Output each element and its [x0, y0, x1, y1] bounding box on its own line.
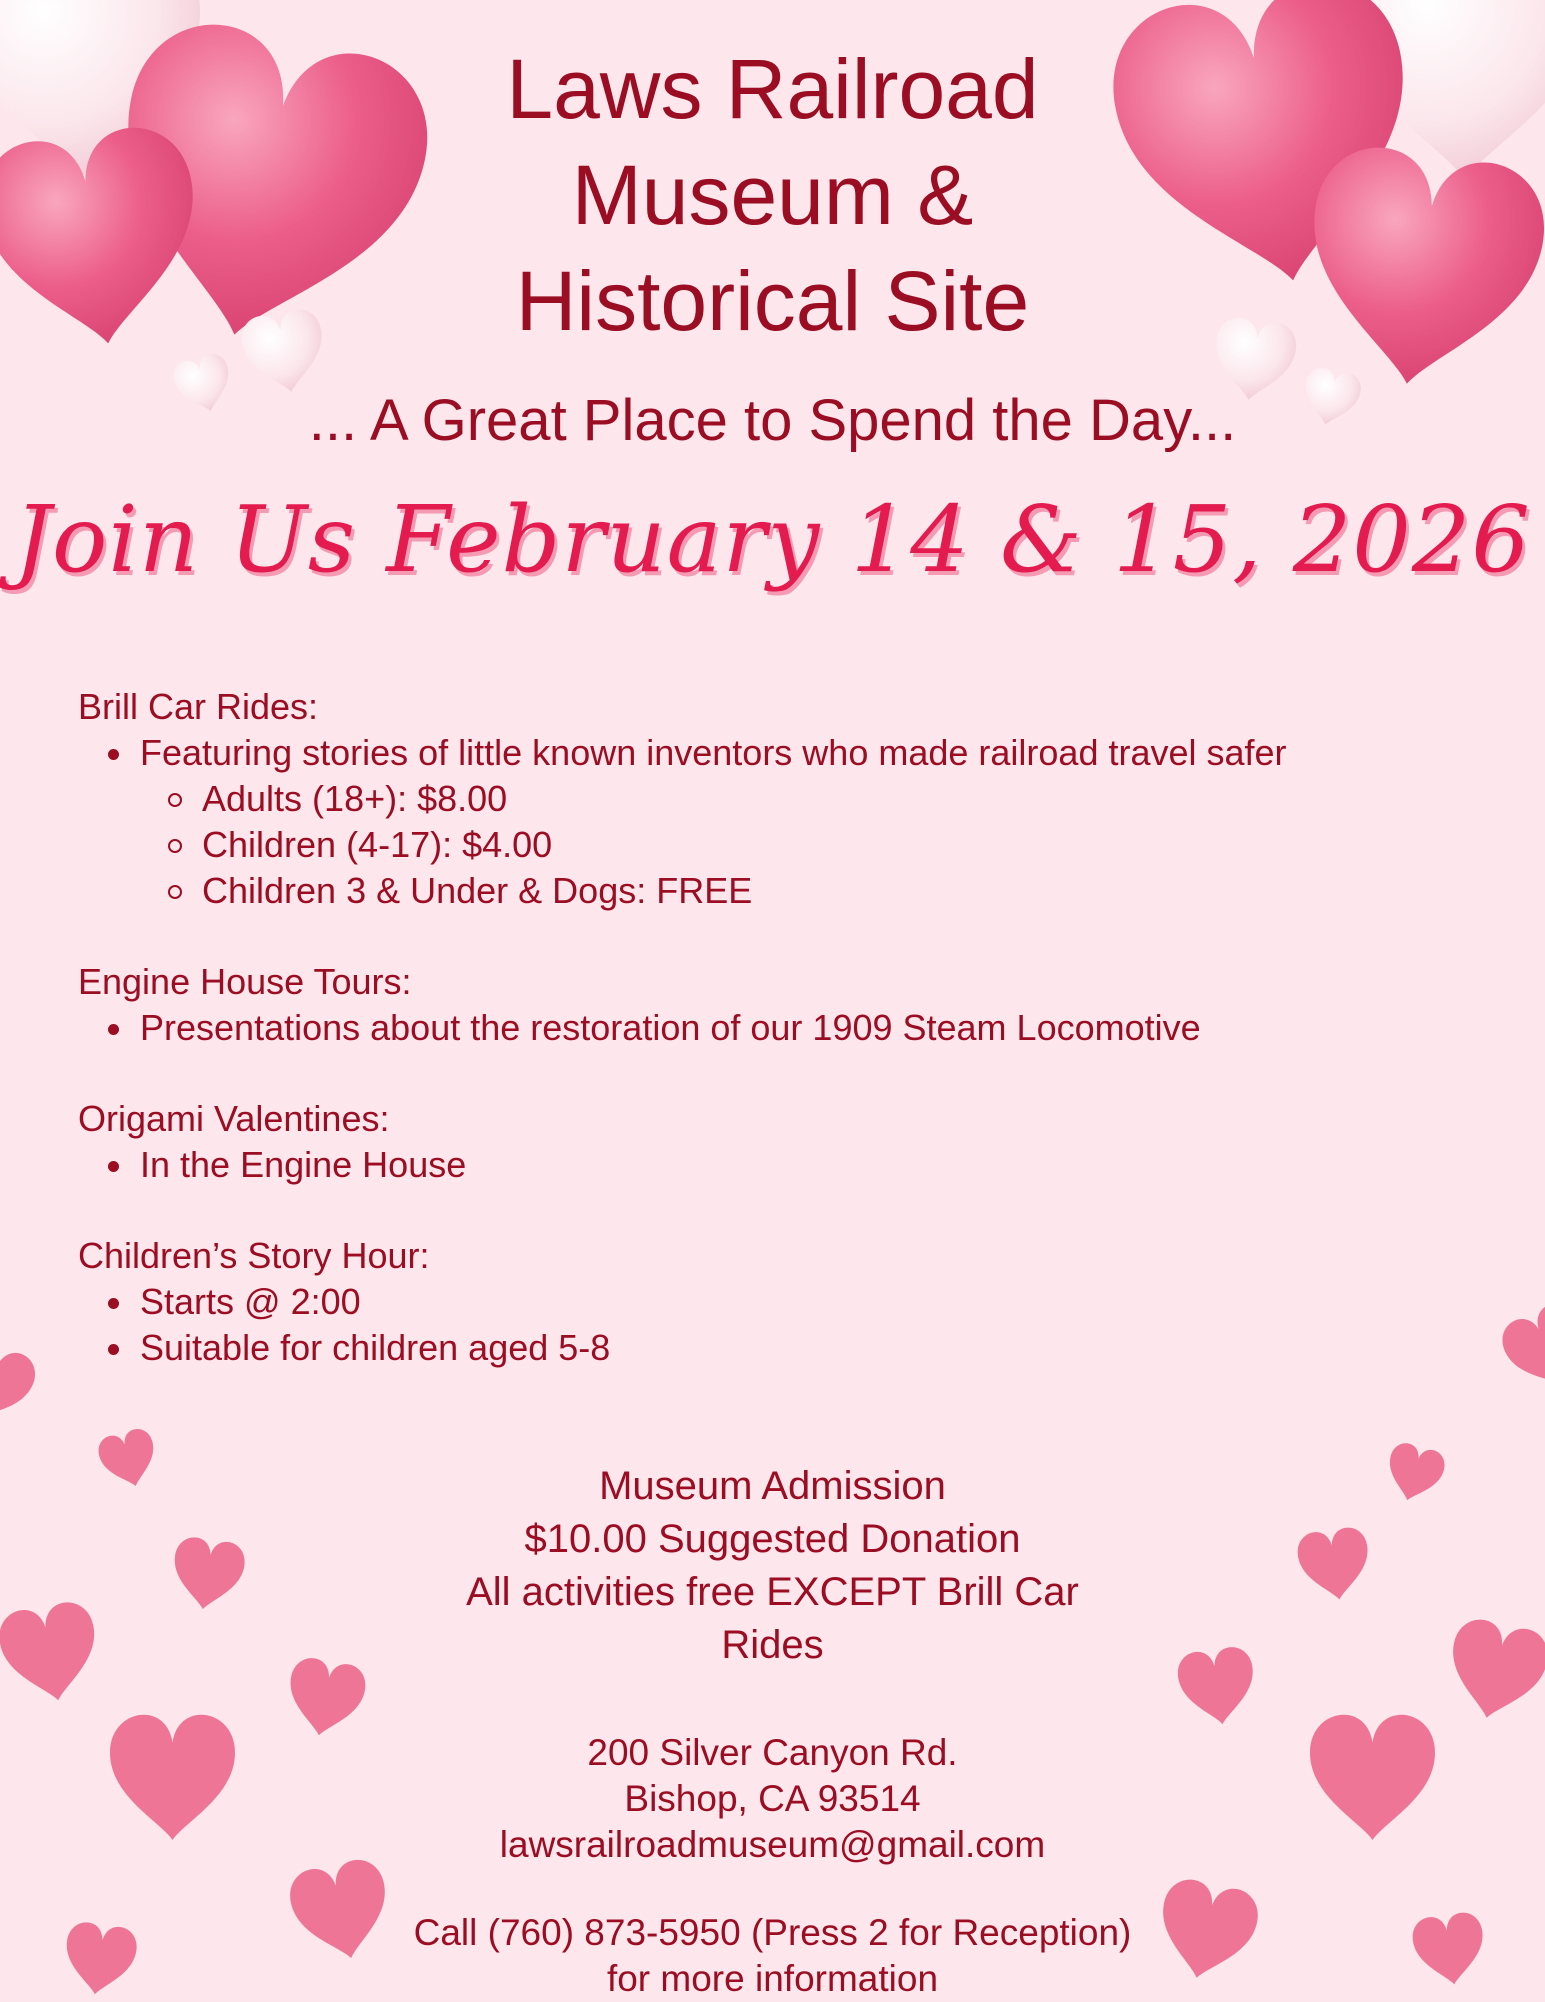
list-item: In the Engine House — [78, 1142, 1478, 1188]
title-line: Laws Railroad — [506, 42, 1039, 136]
section-title: Origami Valentines: — [78, 1098, 390, 1139]
phone-line: Call (760) 873-5950 (Press 2 for Reception) — [413, 1912, 1132, 1953]
street-address: 200 Silver Canyon Rd. — [587, 1732, 958, 1773]
pink-heart-icon — [1495, 1296, 1545, 1402]
event-section-brill-car — [78, 684, 1478, 914]
admission-donation: $10.00 Suggested Donation — [524, 1517, 1021, 1561]
event-section-story-hour — [78, 1233, 1478, 1371]
title-line: Historical Site — [515, 254, 1030, 348]
price-item: Children (4-17): $4.00 — [78, 822, 1478, 868]
section-title: Children’s Story Hour: — [78, 1235, 430, 1276]
more-info-line: for more information — [606, 1958, 939, 1999]
address-block — [0, 1730, 1545, 1868]
city-state-zip: Bishop, CA 93514 — [624, 1778, 921, 1819]
events-list — [78, 684, 1478, 1416]
list-item: Suitable for children aged 5-8 — [78, 1325, 1478, 1371]
list-item: Presentations about the restoration of our 1909 Steam Locomotive — [78, 1005, 1478, 1051]
section-title: Brill Car Rides: — [78, 686, 319, 727]
title-line: Museum & — [571, 148, 974, 242]
admission-heading: Museum Admission — [599, 1464, 946, 1508]
section-title: Engine House Tours: — [78, 961, 412, 1002]
email-address: lawsrailroadmuseum@gmail.com — [499, 1824, 1046, 1865]
event-date-heading: Join Us February 14 & 15, 2026 — [14, 486, 1531, 593]
list-item: Featuring stories of little known inventors who made railroad travel safer — [78, 730, 1478, 776]
admission-info — [0, 1460, 1545, 1672]
call-info — [0, 1910, 1545, 2002]
list-item: Starts @ 2:00 — [78, 1279, 1478, 1325]
event-section-engine-house — [78, 959, 1478, 1051]
tagline: ... A Great Place to Spend the Day... — [308, 388, 1237, 453]
price-item: Adults (18+): $8.00 — [78, 776, 1478, 822]
admission-note: All activities free EXCEPT Brill Car Rides — [466, 1570, 1079, 1667]
event-section-origami — [78, 1096, 1478, 1188]
price-item: Children 3 & Under & Dogs: FREE — [78, 868, 1478, 914]
pink-heart-icon — [0, 1330, 43, 1436]
page-title — [0, 36, 1545, 354]
